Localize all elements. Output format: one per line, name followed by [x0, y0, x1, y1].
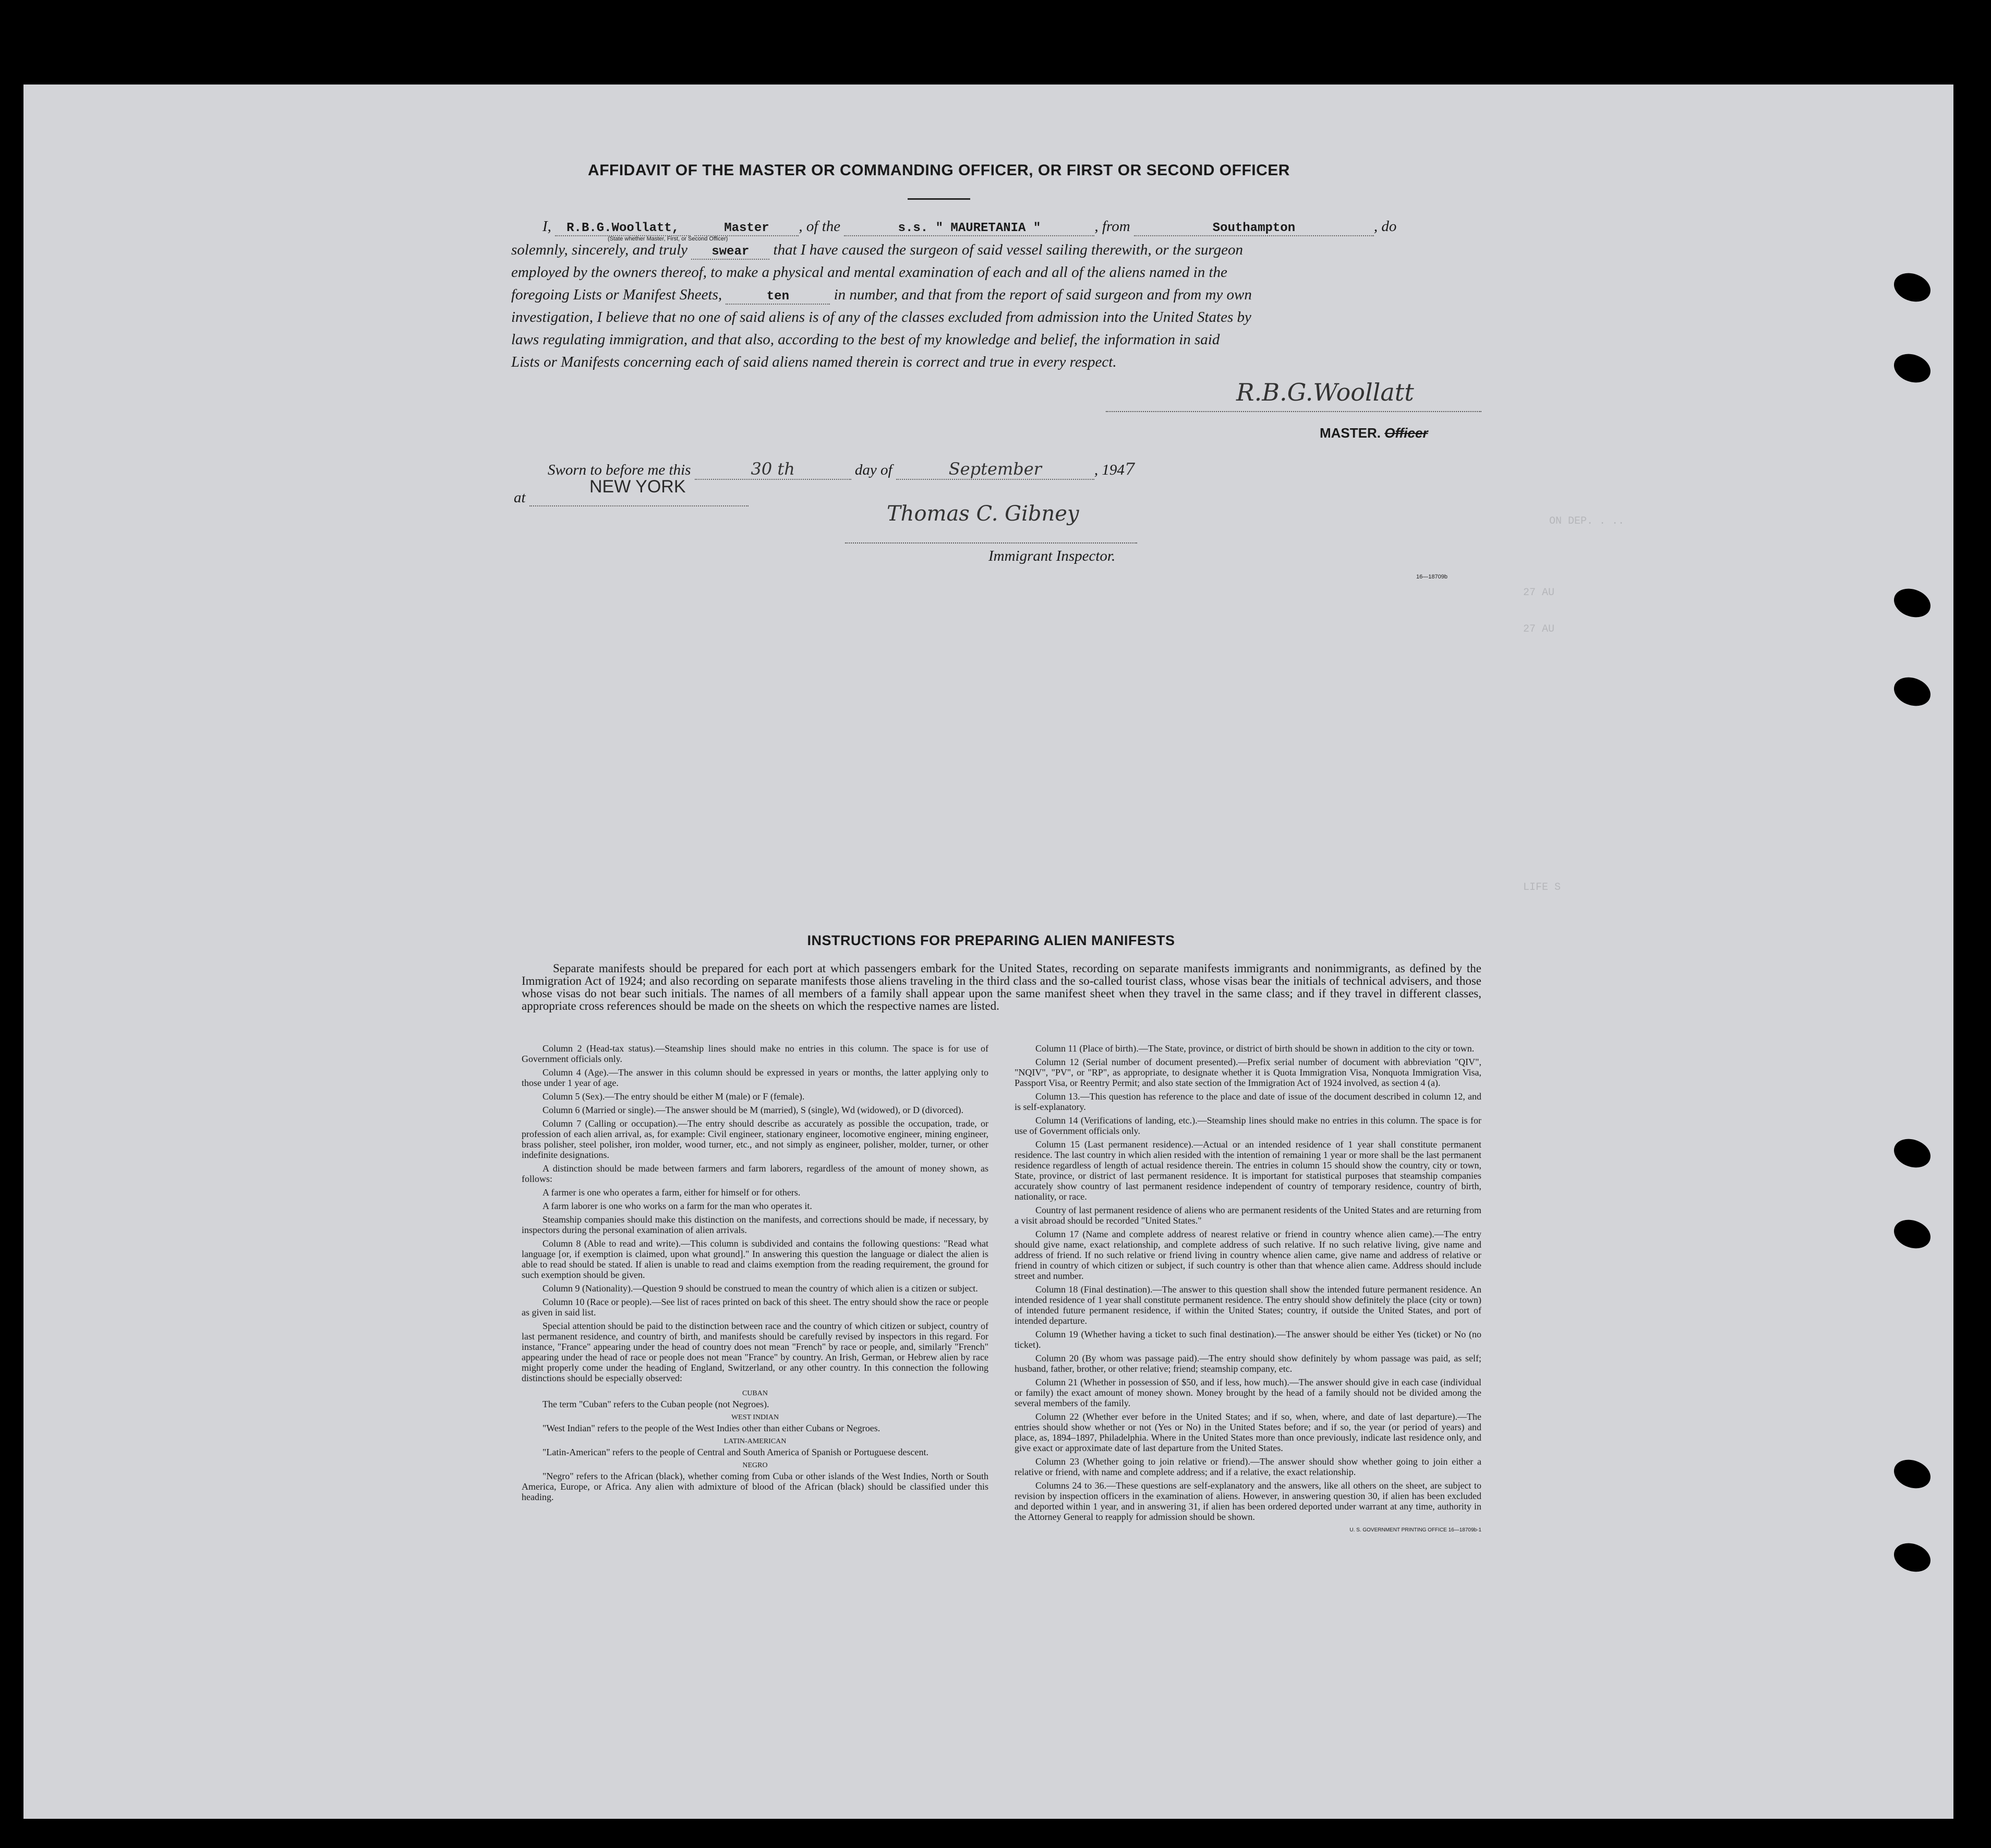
printing-office-footer: U. S. GOVERNMENT PRINTING OFFICE 16—18709b-1 [1349, 1527, 1481, 1533]
instruction-paragraph: Column 6 (Married or single).—The answer should be M (married), S (single), Wd (widowed), or D (divorced). [542, 1105, 963, 1115]
signature-line [1106, 411, 1481, 412]
name-field: R.B.G.Woollatt, [555, 221, 691, 236]
instruction-paragraph: Column 8 (Able to read and write).—This column is subdivided and contains the following questions: "Read what language [or, if exemption is claimed, upon what ground]." In answering this question the language or dialect the alien is able to read should be stated. If alien is unable to read and claims exemption from the reading requirement, the ground for such exemption should be given. [522, 1238, 988, 1280]
affidavit-line-4: foregoing Lists or Manifest Sheets, ten in number, and that from the report of said surgeon and from my own [511, 286, 1252, 304]
instruction-paragraph: A farmer is one who operates a farm, either for himself or for others. [542, 1187, 801, 1198]
instruction-paragraph: Column 12 (Serial number of document presented).—Prefix serial number of document with abbreviation "QIV", "NQIV", "PV", or "RP", as appropriate, to designate whether it is Quota Immigration Visa, Nonquota Immigration Visa, Passport Visa, or Reentry Permit; and also state section of the Immigration Act of 1924 involved, as section 4 (a). [1015, 1057, 1481, 1088]
instruction-paragraph: Column 22 (Whether ever before in the United States; and if so, when, where, and date of last departure).—The entries should show whether or not (Yes or No) in the United States before; and if so, the year (or period of years) and place, as, 1894–1897, Philadelphia. Where in the United States more than once previously, indicate last residence only, and give exact or approximate date of last departure from the United States. [1015, 1411, 1481, 1453]
signer-title: MASTER. Officer [1320, 425, 1428, 441]
race-note: "West Indian" refers to the people of the West Indies other than either Cubans or Negroes. [542, 1423, 880, 1433]
instruction-paragraph: Steamship companies should make this distinction on the manifests, and corrections should be made, if necessary, by inspectors during the personal examination of alien arrivals. [522, 1214, 988, 1235]
bleed-through: ON DEP. . .. [1549, 515, 1625, 527]
rank-field: Master [694, 221, 799, 236]
instruction-paragraph: Column 21 (Whether in possession of $50, and if less, how much).—The answer should give in each case (individual or family) the exact amount of money shown. Money brought by the head of a family should not be divided among the several members of the family. [1015, 1377, 1481, 1408]
instructions-intro: Separate manifests should be prepared for each port at which passengers embark for the United States, recording on separate manifests immigrants and nonimmigrants, as defined by the Immigration Act of 1924; and also recording on separate manifests those aliens traveling in the third class and the so-called tourist class, whose visas bear the initials of technical advisers, and those whose visas do not bear such initials. The names of all members of a family shall appear upon the same manifest sheet when they travel in the same class; and if they travel in different classes, appropriate cross references should be made on the sheets on which the respective names are listed. [522, 962, 1481, 1012]
instruction-paragraph: Columns 24 to 36.—These questions are self-explanatory and the answers, like all others on the sheet, are subject to revision by inspection officers in the examination of aliens. However, in answering question 30, if alien has been excluded and deported within 1 year, and in answering 31, if alien has been ordered deported under warrant at any time, authority in the Attorney General to reapply for admission should be shown. [1015, 1480, 1481, 1522]
instruction-paragraph: Column 20 (By whom was passage paid).—The entry should show definitely by whom passage was paid, as self; husband, father, brother, or other relative; friend; steamship company, etc. [1015, 1353, 1481, 1374]
inspector-signature: Thomas C. Gibney [887, 502, 1079, 526]
instruction-paragraph: Special attention should be paid to the distinction between race and the country of which citizen or subject, country of last permanent residence, and country of birth, and manifests should be carefully revised by inspectors in this regard. For instance, "France" appearing under the head of country does not mean "French" by race or people, and, similarly "French" appearing under the head of race or people does not mean "France" by country. An Irish, German, or Hebrew alien by race might properly come under the heading of England, Switzerland, or any other country. In this connection the following distinctions should be especially observed: [522, 1321, 988, 1383]
sworn-day: 30 th [695, 459, 851, 480]
affidavit-line-7: Lists or Manifests concerning each of said aliens named therein is correct and true in every respect. [511, 354, 1117, 370]
instruction-paragraph: Column 4 (Age).—The answer in this column should be expressed in years or months, the latter applying only to those under 1 year of age. [522, 1067, 988, 1088]
instruction-paragraph: Column 7 (Calling or occupation).—The entry should describe as accurately as possible the occupation, trade, or profession of each alien arrival, as, for example: Civil engineer, stationary engineer, locomotive engineer, mining engineer, brass polisher, steel polisher, iron molder, wood turner, etc., and not simply as engineer, polisher, molder, turner, or other indefinite designations. [522, 1118, 988, 1160]
inspector-title: Immigrant Inspector. [988, 548, 1116, 564]
oath-field: swear [691, 245, 769, 260]
instruction-paragraph: Column 14 (Verifications of landing, etc.).—Steamship lines should make no entries in this column. The space is for use of Government officials only. [1015, 1115, 1481, 1136]
at-line: at [514, 488, 749, 506]
count-field: ten [726, 289, 830, 305]
instruction-paragraph: Column 13.—This question has reference to the place and date of issue of the document described in column 12, and is self-explanatory. [1015, 1091, 1481, 1112]
affidavit-line-1: I, R.B.G.Woollatt, Master , of the s.s. " MAURETANIA " , from Southampton , do [542, 218, 1397, 235]
instructions-right-column [1015, 1043, 1481, 1536]
affidavit-title: AFFIDAVIT OF THE MASTER OR COMMANDING OFFICER, OR FIRST OR SECOND OFFICER [588, 162, 1290, 179]
affidavit-line-5: investigation, I believe that no one of said aliens is of any of the classes excluded from admission into the United States by [511, 309, 1251, 325]
sworn-month: September [896, 459, 1094, 480]
instructions-left-column [522, 1043, 988, 1505]
instruction-paragraph: Column 17 (Name and complete address of nearest relative or friend in country whence alien came).—The entry should give name, exact relationship, and complete address of such relative. If no such relative living, give name and address of friend. If no such relative or friend living in country whence alien came, give name and address of relative or friend in country of which citizen or subject, if such country is other than that whence alien came. Address should include street and number. [1015, 1229, 1481, 1281]
instruction-paragraph: Column 15 (Last permanent residence).—Actual or an intended residence of 1 year shall constitute permanent residence. The last country in which alien resided with the intention of remaining 1 year or more shall be the last permanent residence regardless of length of actual residence therein. The entries in column 15 should show the country, city or town, State, province, or district of last permanent residence. It is important for statistical purposes that steamship companies accurately show country of last permanent residence independent of country of temporary residence, country of birth, nationality, or race. [1015, 1139, 1481, 1202]
race-heading: CUBAN [742, 1390, 768, 1397]
race-heading: NEGRO [742, 1462, 768, 1469]
instruction-paragraph: Column 10 (Race or people).—See list of races printed on back of this sheet. The entry should show the race or people as given in said list. [522, 1297, 988, 1318]
vessel-field: s.s. " MAURETANIA " [844, 221, 1094, 236]
sworn-line: Sworn to before me this 30 th day of September , 1947 [548, 459, 1136, 479]
affidavit-line-2: solemnly, sincerely, and truly swear that I have caused the surgeon of said vessel sailing therewith, or the surgeon [511, 241, 1244, 259]
affidavit-line-3: employed by the owners thereof, to make a physical and mental examination of each and all of the aliens named in the [511, 264, 1227, 281]
bleed-through: 27 AU [1523, 587, 1555, 599]
instruction-paragraph: Country of last permanent residence of aliens who are permanent residents of the United States and are returning from a visit abroad should be recorded "United States." [1015, 1205, 1481, 1226]
master-signature: R.B.G.Woollatt [1236, 378, 1414, 406]
rank-note: (State whether Master, First, or Second Officer) [608, 236, 728, 242]
race-heading: WEST INDIAN [731, 1414, 779, 1421]
affidavit-line-6: laws regulating immigration, and that also, according to the best of my knowledge and belief, the information in said [511, 331, 1220, 348]
instruction-paragraph: Column 5 (Sex).—The entry should be either M (male) or F (female). [542, 1091, 805, 1102]
bleed-through: LIFE S [1523, 881, 1561, 893]
instruction-paragraph: A farm laborer is one who works on a farm for the man who operates it. [542, 1201, 812, 1211]
instruction-paragraph: Column 9 (Nationality).—Question 9 should be construed to mean the country of which alien is a citizen or subject. [542, 1283, 978, 1294]
instruction-paragraph: Column 2 (Head-tax status).—Steamship lines should make no entries in this column. The space is for use of Government officials only. [522, 1043, 988, 1064]
form-number: 16—18709b [1416, 574, 1447, 580]
instruction-paragraph: A distinction should be made between farmers and farm laborers, regardless of the amount of money shown, as follows: [522, 1163, 988, 1184]
instruction-paragraph: Column 19 (Whether having a ticket to such final destination).—The answer should be either Yes (ticket) or No (no ticket). [1015, 1329, 1481, 1350]
inspector-line [845, 542, 1137, 543]
race-heading: LATIN-AMERICAN [723, 1438, 787, 1445]
bleed-through: 27 AU [1523, 623, 1555, 635]
race-note: "Negro" refers to the African (black), whether coming from Cuba or other islands of the West Indies, North or South America, Europe, or Africa. Any alien with admixture of blood of the African (black) should be classified under this heading. [522, 1471, 988, 1502]
instructions-title: INSTRUCTIONS FOR PREPARING ALIEN MANIFESTS [807, 933, 1175, 948]
race-note: The term "Cuban" refers to the Cuban people (not Negroes). [542, 1399, 769, 1409]
instruction-paragraph: Column 18 (Final destination).—The answer to this question shall show the intended future permanent residence. An intended residence of 1 year shall constitute permanent residence. The entry should show definitely the place (city or town) of intended future permanent residence, if within the United States; country, if outside the United States, and port of intended departure. [1015, 1284, 1481, 1326]
title-rule [908, 198, 970, 200]
race-note: "Latin-American" refers to the people of Central and South America of Spanish or Portuguese descent. [542, 1447, 928, 1457]
port-field: Southampton [1134, 221, 1374, 236]
instruction-paragraph: Column 11 (Place of birth).—The State, province, or district of birth should be shown in addition to the city or town. [1035, 1043, 1475, 1054]
instruction-paragraph: Column 23 (Whether going to join relative or friend).—The answer should show whether going to join either a relative or friend, with name and complete address; and if a relative, the exact relationship. [1015, 1456, 1481, 1477]
place-stamp: NEW YORK [589, 477, 686, 497]
